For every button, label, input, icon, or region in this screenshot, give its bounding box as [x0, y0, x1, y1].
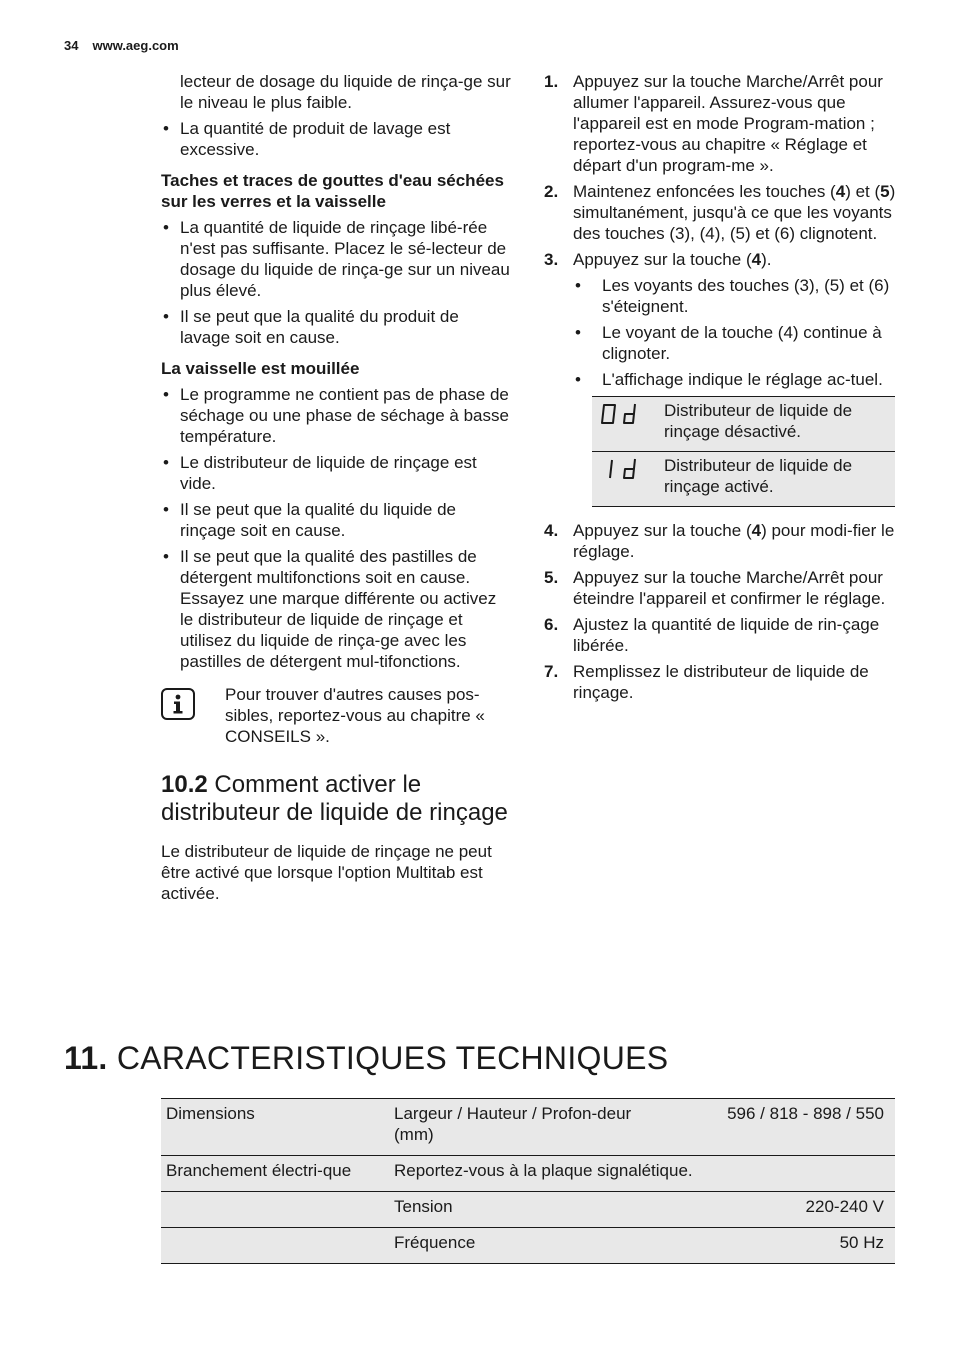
spec-detail: Fréquence [389, 1228, 685, 1264]
list-item: • La quantité de liquide de rinçage libé-rée n'est pas suffisante. Placez le sé-lecteur de dosage du liquide de rinça-ge sur un niveau plus élevé. [161, 217, 513, 301]
step-text: Appuyez sur la touche ( [573, 250, 752, 269]
table-row [161, 1156, 895, 1192]
spec-name: Dimensions [161, 1099, 389, 1156]
display-0d-icon [600, 403, 640, 425]
step-number: 3. [544, 250, 559, 269]
chapter-title-text: CARACTERISTIQUES TECHNIQUES [116, 1040, 669, 1076]
spots-list [161, 217, 513, 348]
table-row [161, 1099, 895, 1156]
info-note [161, 684, 513, 747]
note-text: Pour trouver d'autres causes pos-sibles, reportez-vous au chapitre « CONSEILS ». [225, 685, 485, 746]
section-number: 10.2 [161, 771, 208, 798]
table-row [592, 397, 895, 452]
chapter-number: 11. [64, 1040, 108, 1076]
intro-continuation: lecteur de dosage du liquide de rinça-ge sur le niveau le plus faible. [180, 72, 511, 112]
spec-name [161, 1228, 389, 1264]
list-item: • Les voyants des touches (3), (5) et (6) s'éteignent. [573, 275, 896, 317]
display-desc: Distributeur de liquide de rinçage activé. [664, 452, 895, 507]
steps-list [544, 71, 896, 390]
table-row [592, 452, 895, 507]
step-text: Maintenez enfoncées les touches ( [573, 182, 836, 201]
step-text: Appuyez sur la touche Marche/Arrêt pour éteindre l'appareil et confirmer le réglage. [573, 568, 886, 608]
key-4: 4 [751, 521, 762, 540]
spec-value: 220-240 V [685, 1192, 895, 1228]
list-item: • Le programme ne contient pas de phase de séchage ou une phase de séchage à basse température. [161, 384, 513, 447]
step-text: Appuyez sur la touche Marche/Arrêt pour allumer l'appareil. Assurez-vous que l'appareil est en mode Program-mation ; reportez-vous au chapitre « Réglage et départ d'un program-me ». [573, 72, 883, 175]
spec-value: 596 / 818 - 898 / 550 [685, 1099, 895, 1156]
step-3-bullets [573, 275, 896, 390]
spec-value: 50 Hz [685, 1228, 895, 1264]
page-number: 34 [64, 38, 79, 53]
step-2 [544, 181, 896, 244]
display-desc: Distributeur de liquide de rinçage désactivé. [664, 397, 895, 452]
table-row [161, 1228, 895, 1264]
spec-detail: Reportez-vous à la plaque signalétique. [389, 1156, 895, 1192]
spec-name: Branchement électri-que [161, 1156, 389, 1192]
list-item: • Il se peut que la qualité du liquide de rinçage soit en cause. [161, 499, 513, 541]
step-number: 6. [544, 615, 559, 634]
step-5 [544, 567, 896, 609]
table-row [161, 1192, 895, 1228]
step-number: 5. [544, 568, 559, 587]
header-url: www.aeg.com [92, 38, 179, 53]
list-item: • Il se peut que la qualité des pastilles de détergent multifonctions soit en cause. Essayez une marque différente ou activez le distributeur de liquide de rinçage et utilisez du liquide de rinça-ge avec les pastilles de détergent mul-tifonctions. [161, 546, 513, 672]
page-header [64, 38, 179, 54]
spec-detail: Tension [389, 1192, 685, 1228]
section-title [161, 771, 513, 827]
step-number: 2. [544, 182, 559, 201]
step-number: 1. [544, 72, 559, 91]
key-4: 4 [835, 182, 846, 201]
step-3 [544, 249, 896, 390]
list-item: • L'affichage indique le réglage ac-tuel. [573, 369, 896, 390]
spec-detail: Largeur / Hauteur / Profon-deur (mm) [389, 1099, 685, 1156]
intro-list [161, 118, 513, 160]
steps-list-continued [544, 520, 896, 703]
step-text: ) et ( [845, 182, 881, 201]
step-number: 4. [544, 521, 559, 540]
list-item: • Il se peut que la qualité du produit de lavage soit en cause. [161, 306, 513, 348]
display-symbol-on [592, 452, 664, 507]
step-4 [544, 520, 896, 562]
section-title-text: Comment activer le distributeur de liquide de rinçage [161, 771, 508, 826]
right-column [544, 71, 896, 708]
specs-table [161, 1098, 895, 1264]
step-text: ). [761, 250, 772, 269]
key-5: 5 [880, 182, 890, 201]
list-item: • La quantité de produit de lavage est excessive. [161, 118, 513, 160]
key-4: 4 [751, 250, 762, 269]
step-7 [544, 661, 896, 703]
subheading-wet-dishes: La vaisselle est mouillée [161, 359, 360, 378]
step-number: 7. [544, 662, 559, 681]
spec-name [161, 1192, 389, 1228]
list-item: • Le voyant de la touche (4) continue à clignoter. [573, 322, 896, 364]
section-body: Le distributeur de liquide de rinçage ne peut être activé que lorsque l'option Multitab est activée. [161, 842, 492, 903]
left-column [161, 71, 513, 904]
step-text: ) pour modi-fier le réglage. [573, 521, 895, 561]
step-text: Appuyez sur la touche ( [573, 521, 752, 540]
chapter-title [64, 1038, 668, 1078]
display-symbol-off [592, 397, 664, 452]
step-1 [544, 71, 896, 176]
display-table [592, 396, 895, 507]
step-text: Remplissez le distributeur de liquide de rinçage. [573, 662, 869, 702]
step-6 [544, 614, 896, 656]
info-icon [161, 688, 195, 720]
list-item: • Le distributeur de liquide de rinçage est vide. [161, 452, 513, 494]
step-text: ) simultanément, jusqu'à ce que les voyants des touches (3), (4), (5) et (6) clignotent. [573, 182, 896, 243]
subheading-spots: Taches et traces de gouttes d'eau séchées sur les verres et la vaisselle [161, 171, 504, 211]
display-1d-icon [600, 458, 640, 480]
step-text: Ajustez la quantité de liquide de rin-çage libérée. [573, 615, 880, 655]
wet-dishes-list [161, 384, 513, 672]
